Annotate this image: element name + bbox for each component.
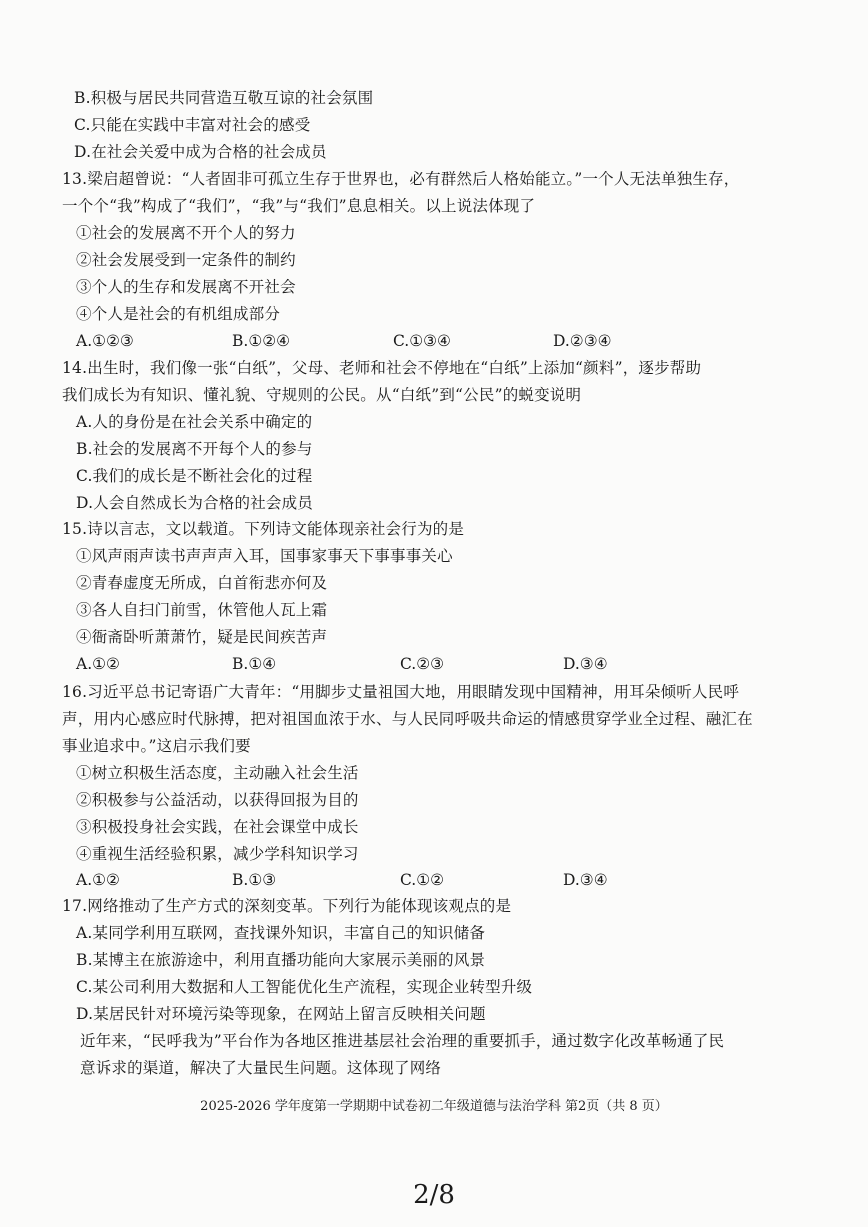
- q13-item: ③个人的生存和发展离不开社会: [76, 278, 296, 296]
- q15-option-d: D.③④: [563, 655, 608, 673]
- q13-item: ④个人是社会的有机组成部分: [76, 305, 281, 323]
- q18-stem-line-2: 意诉求的渠道，解决了大量民生问题。这体现了网络: [80, 1059, 442, 1077]
- q14-option-b: B.社会的发展离不开每个人的参与: [76, 440, 313, 458]
- q14-option-a: A.人的身份是在社会关系中确定的: [76, 413, 313, 431]
- q16-stem-line-2: 声，用内心感应时代脉搏，把对祖国血浓于水、与人民同呼吸共命运的情感贯穿学业全过程、融汇在: [62, 710, 753, 728]
- q14-stem-line-1: 14.出生时，我们像一张“白纸”，父母、老师和社会不停地在“白纸”上添加“颜料”，逐步帮助: [62, 359, 702, 377]
- q12-option-b: B.积极与居民共同营造互敬互谅的社会氛围: [74, 89, 374, 107]
- q16-item: ②积极参与公益活动，以获得回报为目的: [76, 791, 359, 809]
- q13-stem-line-2: 一个个“我”构成了“我们”，“我”与“我们”息息相关。以上说法体现了: [62, 197, 536, 215]
- page-number: 2/8: [413, 1180, 455, 1210]
- q17-option-b: B.某博主在旅游途中，利用直播功能向大家展示美丽的风景: [76, 951, 486, 969]
- q15-item: ②青春虚度无所成，白首衔悲亦何及: [76, 574, 328, 592]
- q16-option-c: C.①②: [400, 871, 445, 889]
- q13-option-b: B.①②④: [232, 332, 291, 350]
- q13-item: ②社会发展受到一定条件的制约: [76, 251, 296, 269]
- q13-option-a: A.①②③: [76, 332, 134, 350]
- q12-option-c: C.只能在实践中丰富对社会的感受: [74, 116, 311, 134]
- q15-item: ③各人自扫门前雪，休管他人瓦上霜: [76, 601, 328, 619]
- q17-option-d: D.某居民针对环境污染等现象，在网站上留言反映相关问题: [76, 1005, 486, 1023]
- q14-option-d: D.人会自然成长为合格的社会成员: [76, 494, 314, 512]
- q15-item: ①风声雨声读书声声声入耳，国事家事天下事事事关心: [76, 547, 453, 565]
- q14-stem-line-2: 我们成长为有知识、懂礼貌、守规则的公民。从“白纸”到“公民”的蜕变说明: [62, 386, 582, 404]
- q17-option-a: A.某同学利用互联网，查找课外知识，丰富自己的知识储备: [76, 924, 486, 942]
- q15-option-c: C.②③: [400, 655, 445, 673]
- q13-option-c: C.①③④: [393, 332, 451, 350]
- q15-option-b: B.①④: [232, 655, 277, 673]
- q13-stem-line-1: 13.梁启超曾说：“人者固非可孤立生存于世界也，必有群然后人格始能立。”一个人无法单独生存，: [62, 170, 740, 188]
- q16-stem-line-1: 16.习近平总书记寄语广大青年：“用脚步丈量祖国大地，用眼睛发现中国精神，用耳朵倾听人民呼: [62, 683, 740, 701]
- q16-item: ①树立积极生活态度，主动融入社会生活: [76, 764, 359, 782]
- q16-stem-line-3: 事业追求中。”这启示我们要: [62, 737, 251, 755]
- q12-option-d: D.在社会关爱中成为合格的社会成员: [74, 143, 327, 161]
- q15-stem: 15.诗以言志，文以载道。下列诗文能体现亲社会行为的是: [62, 520, 465, 538]
- q16-item: ③积极投身社会实践，在社会课堂中成长: [76, 818, 359, 836]
- q17-option-c: C.某公司利用大数据和人工智能优化生产流程，实现企业转型升级: [76, 978, 533, 996]
- q15-options: [0, 654, 868, 674]
- q16-option-d: D.③④: [563, 871, 608, 889]
- q16-options: [0, 870, 868, 890]
- q15-item: ④衙斋卧听萧萧竹，疑是民间疾苦声: [76, 628, 328, 646]
- q16-item: ④重视生活经验积累，减少学科知识学习: [76, 845, 359, 863]
- q13-options: [0, 331, 868, 351]
- q17-stem: 17.网络推动了生产方式的深刻变革。下列行为能体现该观点的是: [62, 897, 512, 915]
- q13-item: ①社会的发展离不开个人的努力: [76, 224, 296, 242]
- q16-option-a: A.①②: [76, 871, 120, 889]
- q18-stem-line-1: 近年来，“民呼我为”平台作为各地区推进基层社会治理的重要抓手，通过数字化改革畅通了民: [80, 1032, 725, 1050]
- q15-option-a: A.①②: [76, 655, 120, 673]
- q14-option-c: C.我们的成长是不断社会化的过程: [76, 467, 313, 485]
- q16-option-b: B.①③: [232, 871, 277, 889]
- q13-option-d: D.②③④: [553, 332, 612, 350]
- page-footer: 2025-2026 学年度第一学期期中试卷初二年级道德与法治学科 第2页（共 8 页）: [200, 1099, 668, 1114]
